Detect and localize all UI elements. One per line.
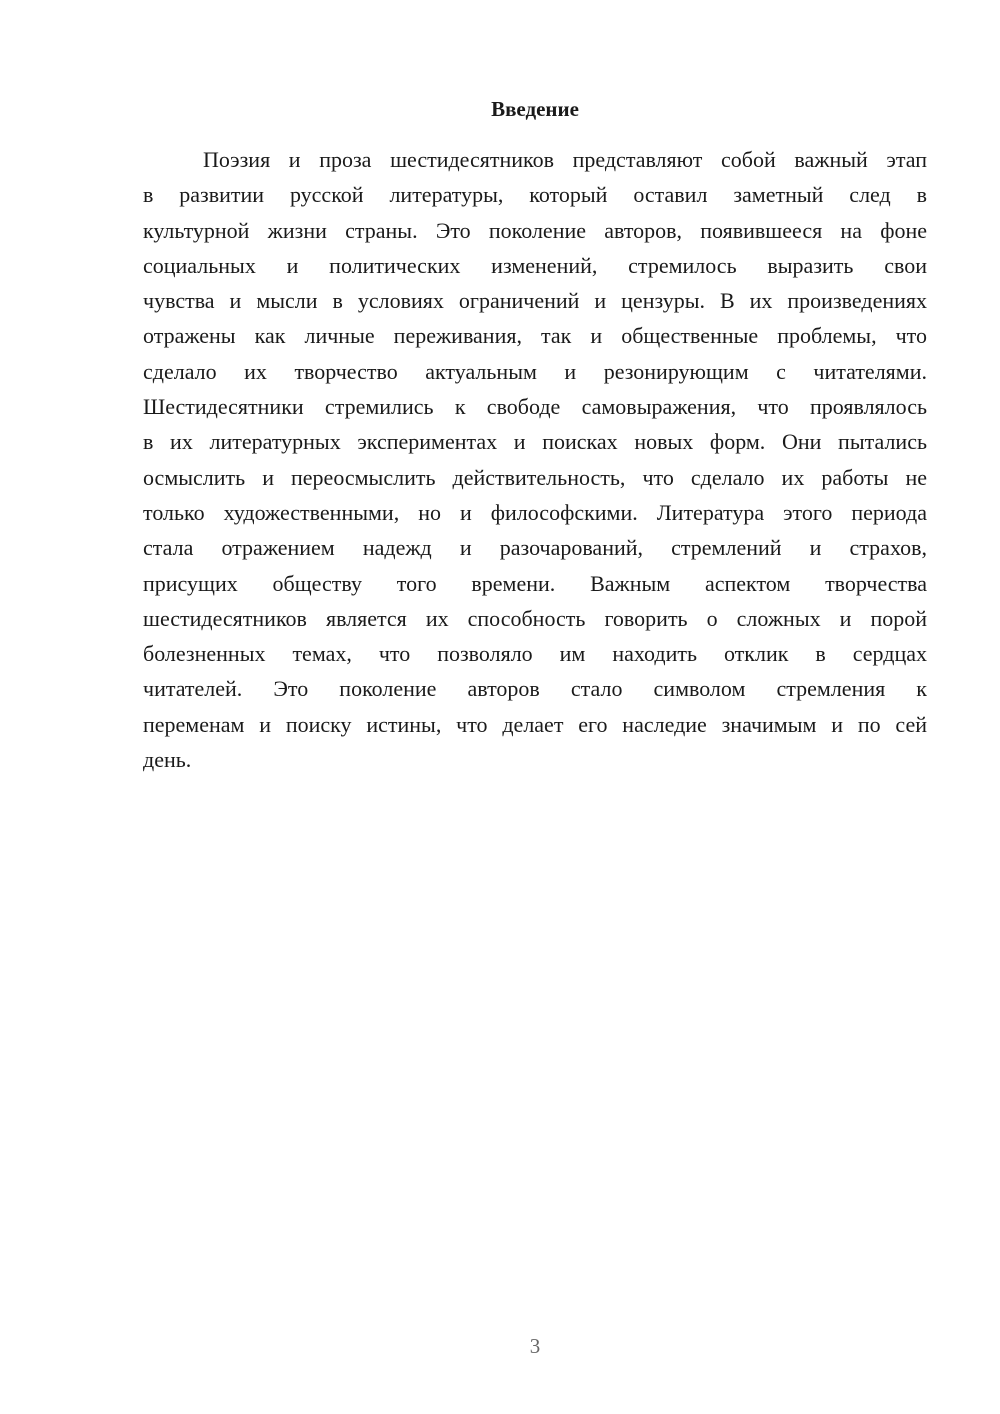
paragraph-line: отражены как личные переживания, так и общественные проблемы, что: [143, 323, 927, 349]
paragraph-line: Шестидесятники стремились к свободе самовыражения, что проявлялось: [143, 394, 927, 420]
paragraph-line: культурной жизни страны. Это поколение авторов, появившееся на фоне: [143, 217, 927, 243]
paragraph-line: день.: [143, 747, 192, 773]
paragraph-line: в их литературных экспериментах и поисках новых форм. Они пытались: [143, 429, 927, 455]
section-heading: Введение: [491, 97, 579, 121]
paragraph-line: осмыслить и переосмыслить действительность, что сделало их работы не: [143, 464, 927, 490]
paragraph-line: стала отражением надежд и разочарований, стремлений и страхов,: [143, 535, 927, 561]
page-number: 3: [529, 1334, 541, 1358]
paragraph: [143, 142, 927, 777]
paragraph-line: переменам и поиску истины, что делает его наследие значимым и по сей: [143, 711, 927, 737]
paragraph-line: читателей. Это поколение авторов стало символом стремления к: [143, 676, 927, 702]
paragraph-line: только художественными, но и философскими. Литература этого периода: [143, 499, 927, 525]
paragraph-line: чувства и мысли в условиях ограничений и цензуры. В их произведениях: [143, 288, 927, 314]
paragraph-line: болезненных темах, что позволяло им находить отклик в сердцах: [143, 641, 927, 667]
paragraph-line: в развитии русской литературы, который оставил заметный след в: [143, 182, 927, 208]
paragraph-line: присущих обществу того времени. Важным аспектом творчества: [143, 570, 927, 596]
paragraph-line: шестидесятников является их способность говорить о сложных и порой: [143, 605, 927, 631]
paragraph-line: социальных и политических изменений, стремилось выразить свои: [143, 252, 927, 278]
paragraph-line: сделало их творчество актуальным и резонирующим с читателями.: [143, 358, 927, 384]
paragraph-line: Поэзия и проза шестидесятников представляют собой важный этап: [203, 147, 927, 172]
